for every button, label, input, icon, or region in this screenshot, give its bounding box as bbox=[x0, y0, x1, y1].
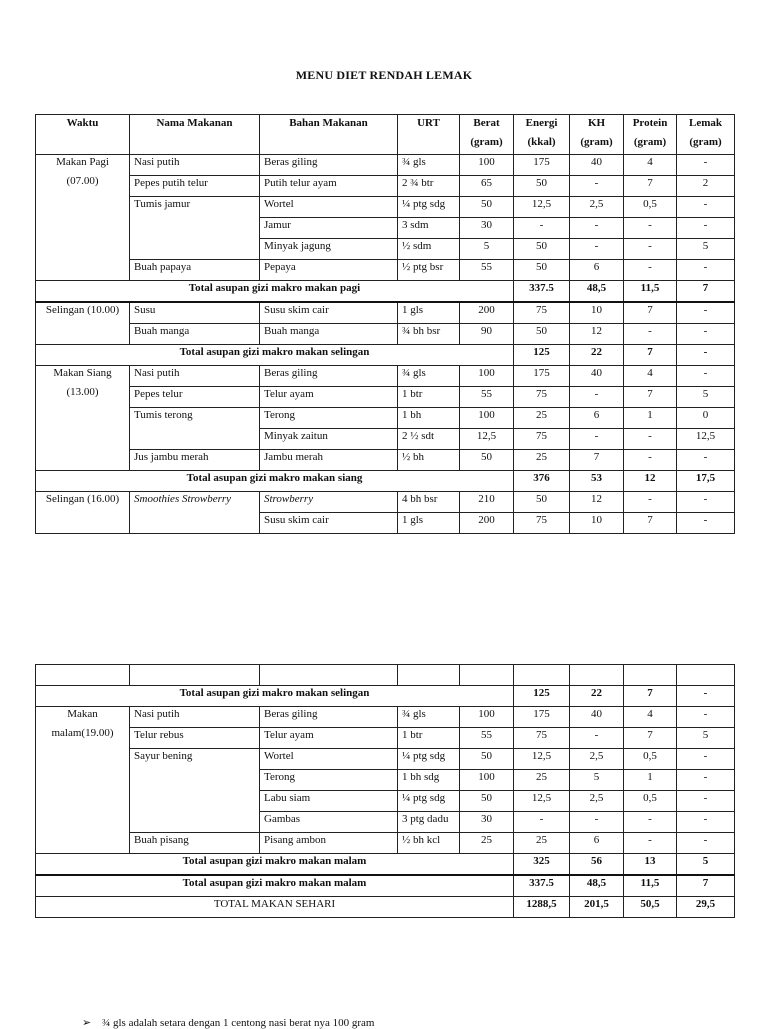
cell-urt: ¼ ptg sdg bbox=[398, 749, 460, 770]
cell-energi: 75 bbox=[514, 513, 570, 534]
cell-protein: 7 bbox=[624, 176, 677, 197]
cell-kh: - bbox=[570, 218, 624, 239]
cell-kh: 12 bbox=[570, 324, 624, 345]
cell-protein: 1 bbox=[624, 770, 677, 791]
total-kh: 48,5 bbox=[570, 281, 624, 303]
cell-urt: ¼ ptg sdg bbox=[398, 791, 460, 812]
cell-nama: Nasi putih bbox=[130, 366, 260, 387]
cell-urt: 1 bh bbox=[398, 408, 460, 429]
cell-energi: 175 bbox=[514, 155, 570, 176]
empty-cell bbox=[36, 665, 130, 686]
total-kh: 48,5 bbox=[570, 875, 624, 897]
cell-nama: Sayur bening bbox=[130, 749, 260, 833]
cell-urt: ¾ bh bsr bbox=[398, 324, 460, 345]
total-protein: 12 bbox=[624, 471, 677, 492]
cell-bahan: Susu skim cair bbox=[260, 302, 398, 324]
cell-energi: 50 bbox=[514, 176, 570, 197]
cell-nama: Buah manga bbox=[130, 324, 260, 345]
cell-berat: 50 bbox=[460, 450, 514, 471]
cell-lemak: - bbox=[677, 812, 735, 833]
cell-nama: Tumis jamur bbox=[130, 197, 260, 260]
cell-kh: 12 bbox=[570, 492, 624, 513]
header-lemak bbox=[677, 115, 735, 155]
cell-urt: 1 btr bbox=[398, 728, 460, 749]
table-row bbox=[36, 324, 735, 345]
table-row bbox=[36, 366, 735, 387]
cell-lemak: - bbox=[677, 513, 735, 534]
waktu-label: Makan bbox=[67, 708, 98, 720]
cell-bahan: Telur ayam bbox=[260, 728, 398, 749]
cell-lemak: - bbox=[677, 833, 735, 854]
cell-lemak: - bbox=[677, 155, 735, 176]
cell-energi: 12,5 bbox=[514, 749, 570, 770]
cell-urt: 3 ptg dadu bbox=[398, 812, 460, 833]
cell-lemak: - bbox=[677, 366, 735, 387]
empty-cell bbox=[460, 665, 514, 686]
cell-kh: - bbox=[570, 812, 624, 833]
cell-kh: 5 bbox=[570, 770, 624, 791]
header-energi bbox=[514, 115, 570, 155]
grand-total-label: TOTAL MAKAN SEHARI bbox=[36, 897, 514, 918]
header-lemak-label: Lemak bbox=[689, 117, 722, 129]
empty-cell bbox=[398, 665, 460, 686]
total-row-selingan-2 bbox=[36, 686, 735, 707]
header-protein-unit: (gram) bbox=[633, 135, 667, 148]
arrow-bullet-icon: ➢ bbox=[82, 1017, 92, 1029]
cell-protein: 7 bbox=[624, 728, 677, 749]
cell-bahan: Minyak jagung bbox=[260, 239, 398, 260]
cell-protein: - bbox=[624, 239, 677, 260]
total-row-selingan-1 bbox=[36, 345, 735, 366]
waktu-selingan-2: Selingan (16.00) bbox=[36, 492, 130, 534]
cell-berat: 200 bbox=[460, 302, 514, 324]
cell-energi: 25 bbox=[514, 833, 570, 854]
cell-kh: - bbox=[570, 176, 624, 197]
cell-protein: 7 bbox=[624, 513, 677, 534]
total-label: Total asupan gizi makro makan malam bbox=[36, 854, 514, 876]
cell-nama: Telur rebus bbox=[130, 728, 260, 749]
total-energi: 325 bbox=[514, 854, 570, 876]
total-lemak: - bbox=[677, 345, 735, 366]
waktu-time: (13.00) bbox=[66, 385, 99, 398]
cell-protein: - bbox=[624, 260, 677, 281]
total-energi: 376 bbox=[514, 471, 570, 492]
table-row bbox=[36, 197, 735, 218]
cell-energi: 50 bbox=[514, 260, 570, 281]
cell-bahan: Pepaya bbox=[260, 260, 398, 281]
table-row bbox=[36, 260, 735, 281]
header-lemak-unit: (gram) bbox=[689, 135, 722, 148]
cell-urt: ½ bh kcl bbox=[398, 833, 460, 854]
grand-total-protein: 50,5 bbox=[624, 897, 677, 918]
cell-nama: Pepes putih telur bbox=[130, 176, 260, 197]
empty-cell bbox=[130, 665, 260, 686]
cell-bahan: Jamur bbox=[260, 218, 398, 239]
cell-lemak: 2 bbox=[677, 176, 735, 197]
cell-bahan: Wortel bbox=[260, 749, 398, 770]
total-protein: 7 bbox=[624, 686, 677, 707]
cell-lemak: - bbox=[677, 749, 735, 770]
cell-urt: 1 gls bbox=[398, 513, 460, 534]
cell-kh: 2,5 bbox=[570, 749, 624, 770]
cell-nama: Nasi putih bbox=[130, 707, 260, 728]
cell-protein: - bbox=[624, 812, 677, 833]
header-kh-label: KH bbox=[587, 117, 606, 129]
cell-berat: 50 bbox=[460, 791, 514, 812]
cell-protein: 4 bbox=[624, 366, 677, 387]
table-row bbox=[36, 408, 735, 429]
table-row bbox=[36, 833, 735, 854]
cell-bahan: Beras giling bbox=[260, 707, 398, 728]
cell-energi: - bbox=[514, 812, 570, 833]
cell-berat: 5 bbox=[460, 239, 514, 260]
cell-lemak: - bbox=[677, 197, 735, 218]
cell-protein: 4 bbox=[624, 155, 677, 176]
cell-energi: 175 bbox=[514, 707, 570, 728]
total-protein: 11,5 bbox=[624, 281, 677, 303]
cell-lemak: - bbox=[677, 218, 735, 239]
header-protein-label: Protein bbox=[632, 117, 668, 129]
grand-total-row bbox=[36, 897, 735, 918]
empty-cell bbox=[260, 665, 398, 686]
total-row-malam-2 bbox=[36, 875, 735, 897]
cell-energi: - bbox=[514, 218, 570, 239]
cell-nama: Jus jambu merah bbox=[130, 450, 260, 471]
total-kh: 56 bbox=[570, 854, 624, 876]
cell-lemak: 5 bbox=[677, 239, 735, 260]
cell-urt: ¾ gls bbox=[398, 366, 460, 387]
cell-kh: - bbox=[570, 429, 624, 450]
header-protein bbox=[624, 115, 677, 155]
cell-energi: 25 bbox=[514, 450, 570, 471]
cell-energi: 12,5 bbox=[514, 791, 570, 812]
table-header-row bbox=[36, 115, 735, 155]
table-row bbox=[36, 176, 735, 197]
cell-berat: 90 bbox=[460, 324, 514, 345]
footnote-text: ¾ gls adalah setara dengan 1 centong nasi berat nya 100 gram bbox=[102, 1017, 375, 1029]
cell-lemak: - bbox=[677, 260, 735, 281]
cell-lemak: - bbox=[677, 324, 735, 345]
header-berat bbox=[460, 115, 514, 155]
cell-kh: 2,5 bbox=[570, 197, 624, 218]
cell-nama: Tumis terong bbox=[130, 408, 260, 450]
cell-urt: ¾ gls bbox=[398, 707, 460, 728]
header-nama-makanan: Nama Makanan bbox=[130, 115, 260, 155]
diet-table-part-1 bbox=[35, 114, 735, 534]
page-title: MENU DIET RENDAH LEMAK bbox=[295, 68, 473, 82]
waktu-makan-siang bbox=[36, 366, 130, 471]
empty-cell bbox=[624, 665, 677, 686]
cell-kh: 6 bbox=[570, 833, 624, 854]
total-lemak: 7 bbox=[677, 875, 735, 897]
table-row bbox=[36, 492, 735, 513]
cell-lemak: - bbox=[677, 791, 735, 812]
cell-bahan: Terong bbox=[260, 770, 398, 791]
table-row-empty bbox=[36, 665, 735, 686]
grand-total-lemak: 29,5 bbox=[677, 897, 735, 918]
total-protein: 7 bbox=[624, 345, 677, 366]
total-label: Total asupan gizi makro makan siang bbox=[36, 471, 514, 492]
cell-lemak: - bbox=[677, 492, 735, 513]
cell-energi: 175 bbox=[514, 366, 570, 387]
total-energi: 337.5 bbox=[514, 875, 570, 897]
cell-urt: 1 btr bbox=[398, 387, 460, 408]
cell-kh: 10 bbox=[570, 302, 624, 324]
cell-berat: 100 bbox=[460, 408, 514, 429]
cell-kh: 6 bbox=[570, 408, 624, 429]
waktu-makan-malam bbox=[36, 707, 130, 854]
cell-nama: Nasi putih bbox=[130, 155, 260, 176]
total-protein: 11,5 bbox=[624, 875, 677, 897]
header-berat-unit: (gram) bbox=[470, 135, 503, 148]
cell-energi: 75 bbox=[514, 302, 570, 324]
table-row bbox=[36, 387, 735, 408]
cell-energi: 50 bbox=[514, 492, 570, 513]
cell-berat: 65 bbox=[460, 176, 514, 197]
cell-berat: 55 bbox=[460, 728, 514, 749]
cell-bahan: Gambas bbox=[260, 812, 398, 833]
cell-urt: 1 gls bbox=[398, 302, 460, 324]
cell-urt: 2 ¾ btr bbox=[398, 176, 460, 197]
header-kh bbox=[570, 115, 624, 155]
empty-cell bbox=[514, 665, 570, 686]
total-kh: 22 bbox=[570, 686, 624, 707]
cell-berat: 12,5 bbox=[460, 429, 514, 450]
cell-kh: 40 bbox=[570, 366, 624, 387]
cell-nama: Buah pisang bbox=[130, 833, 260, 854]
cell-energi: 25 bbox=[514, 408, 570, 429]
cell-bahan: Strowberry bbox=[260, 492, 398, 513]
cell-kh: 40 bbox=[570, 707, 624, 728]
cell-nama: Smoothies Strowberry bbox=[130, 492, 260, 534]
cell-lemak: - bbox=[677, 770, 735, 791]
cell-berat: 100 bbox=[460, 770, 514, 791]
table-row bbox=[36, 302, 735, 324]
cell-lemak: 12,5 bbox=[677, 429, 735, 450]
cell-bahan: Beras giling bbox=[260, 155, 398, 176]
empty-cell bbox=[570, 665, 624, 686]
waktu-time: malam(19.00) bbox=[51, 726, 114, 739]
cell-protein: 7 bbox=[624, 387, 677, 408]
cell-berat: 55 bbox=[460, 260, 514, 281]
cell-urt: ½ bh bbox=[398, 450, 460, 471]
diet-table-part-2 bbox=[35, 664, 735, 918]
cell-lemak: - bbox=[677, 707, 735, 728]
table-row bbox=[36, 450, 735, 471]
grand-total-energi: 1288,5 bbox=[514, 897, 570, 918]
cell-lemak: 0 bbox=[677, 408, 735, 429]
cell-urt: ½ sdm bbox=[398, 239, 460, 260]
cell-berat: 100 bbox=[460, 366, 514, 387]
total-lemak: - bbox=[677, 686, 735, 707]
cell-berat: 50 bbox=[460, 749, 514, 770]
total-energi: 337.5 bbox=[514, 281, 570, 303]
cell-energi: 50 bbox=[514, 324, 570, 345]
cell-lemak: - bbox=[677, 302, 735, 324]
table-row bbox=[36, 155, 735, 176]
cell-protein: - bbox=[624, 450, 677, 471]
footnote bbox=[82, 1016, 374, 1029]
cell-bahan: Jambu merah bbox=[260, 450, 398, 471]
cell-energi: 50 bbox=[514, 239, 570, 260]
cell-protein: 7 bbox=[624, 302, 677, 324]
cell-energi: 12,5 bbox=[514, 197, 570, 218]
cell-kh: - bbox=[570, 239, 624, 260]
cell-energi: 25 bbox=[514, 770, 570, 791]
cell-bahan: Putih telur ayam bbox=[260, 176, 398, 197]
total-row-pagi bbox=[36, 281, 735, 303]
cell-kh: - bbox=[570, 728, 624, 749]
header-bahan-makanan: Bahan Makanan bbox=[260, 115, 398, 155]
cell-energi: 75 bbox=[514, 429, 570, 450]
cell-lemak: 5 bbox=[677, 728, 735, 749]
total-lemak: 7 bbox=[677, 281, 735, 303]
total-row-siang bbox=[36, 471, 735, 492]
cell-protein: - bbox=[624, 218, 677, 239]
cell-urt: ¾ gls bbox=[398, 155, 460, 176]
total-label: Total asupan gizi makro makan malam bbox=[36, 875, 514, 897]
grand-total-kh: 201,5 bbox=[570, 897, 624, 918]
cell-bahan: Beras giling bbox=[260, 366, 398, 387]
cell-protein: 0,5 bbox=[624, 791, 677, 812]
cell-bahan: Terong bbox=[260, 408, 398, 429]
total-lemak: 17,5 bbox=[677, 471, 735, 492]
waktu-time: (07.00) bbox=[66, 174, 99, 187]
table-row bbox=[36, 707, 735, 728]
cell-lemak: 5 bbox=[677, 387, 735, 408]
cell-nama: Buah papaya bbox=[130, 260, 260, 281]
cell-berat: 100 bbox=[460, 155, 514, 176]
cell-lemak: - bbox=[677, 450, 735, 471]
cell-kh: 10 bbox=[570, 513, 624, 534]
cell-bahan: Susu skim cair bbox=[260, 513, 398, 534]
cell-protein: - bbox=[624, 429, 677, 450]
cell-berat: 30 bbox=[460, 218, 514, 239]
cell-berat: 200 bbox=[460, 513, 514, 534]
cell-nama: Pepes telur bbox=[130, 387, 260, 408]
cell-kh: 7 bbox=[570, 450, 624, 471]
cell-protein: 0,5 bbox=[624, 749, 677, 770]
total-kh: 22 bbox=[570, 345, 624, 366]
cell-nama: Susu bbox=[130, 302, 260, 324]
cell-bahan: Labu siam bbox=[260, 791, 398, 812]
total-kh: 53 bbox=[570, 471, 624, 492]
cell-kh: 2,5 bbox=[570, 791, 624, 812]
cell-berat: 25 bbox=[460, 833, 514, 854]
total-energi: 125 bbox=[514, 345, 570, 366]
waktu-label: Makan Pagi bbox=[56, 156, 109, 168]
total-label: Total asupan gizi makro makan selingan bbox=[36, 686, 514, 707]
cell-bahan: Minyak zaitun bbox=[260, 429, 398, 450]
cell-energi: 75 bbox=[514, 728, 570, 749]
cell-berat: 100 bbox=[460, 707, 514, 728]
total-label: Total asupan gizi makro makan selingan bbox=[36, 345, 514, 366]
cell-kh: 40 bbox=[570, 155, 624, 176]
cell-urt: 3 sdm bbox=[398, 218, 460, 239]
table-row bbox=[36, 749, 735, 770]
waktu-label: Makan Siang bbox=[53, 367, 112, 379]
waktu-makan-pagi bbox=[36, 155, 130, 281]
header-energi-unit: (kkal) bbox=[527, 135, 556, 148]
cell-urt: 1 bh sdg bbox=[398, 770, 460, 791]
header-kh-unit: (gram) bbox=[580, 135, 613, 148]
cell-berat: 30 bbox=[460, 812, 514, 833]
cell-kh: - bbox=[570, 387, 624, 408]
cell-bahan: Buah manga bbox=[260, 324, 398, 345]
cell-urt: 2 ½ sdt bbox=[398, 429, 460, 450]
cell-protein: - bbox=[624, 324, 677, 345]
cell-urt: ¼ ptg sdg bbox=[398, 197, 460, 218]
waktu-selingan-1: Selingan (10.00) bbox=[36, 302, 130, 345]
cell-protein: - bbox=[624, 833, 677, 854]
header-berat-label: Berat bbox=[473, 117, 500, 129]
header-urt: URT bbox=[398, 115, 460, 155]
total-label: Total asupan gizi makro makan pagi bbox=[36, 281, 514, 303]
cell-berat: 55 bbox=[460, 387, 514, 408]
cell-bahan: Wortel bbox=[260, 197, 398, 218]
cell-protein: - bbox=[624, 492, 677, 513]
table-row bbox=[36, 728, 735, 749]
cell-bahan: Pisang ambon bbox=[260, 833, 398, 854]
cell-berat: 210 bbox=[460, 492, 514, 513]
total-lemak: 5 bbox=[677, 854, 735, 876]
header-energi-label: Energi bbox=[525, 117, 558, 129]
total-energi: 125 bbox=[514, 686, 570, 707]
header-waktu: Waktu bbox=[36, 115, 130, 155]
cell-urt: ½ ptg bsr bbox=[398, 260, 460, 281]
cell-kh: 6 bbox=[570, 260, 624, 281]
cell-urt: 4 bh bsr bbox=[398, 492, 460, 513]
cell-berat: 50 bbox=[460, 197, 514, 218]
cell-protein: 4 bbox=[624, 707, 677, 728]
total-protein: 13 bbox=[624, 854, 677, 876]
total-row-malam bbox=[36, 854, 735, 876]
cell-energi: 75 bbox=[514, 387, 570, 408]
cell-protein: 1 bbox=[624, 408, 677, 429]
cell-bahan: Telur ayam bbox=[260, 387, 398, 408]
cell-protein: 0,5 bbox=[624, 197, 677, 218]
empty-cell bbox=[677, 665, 735, 686]
